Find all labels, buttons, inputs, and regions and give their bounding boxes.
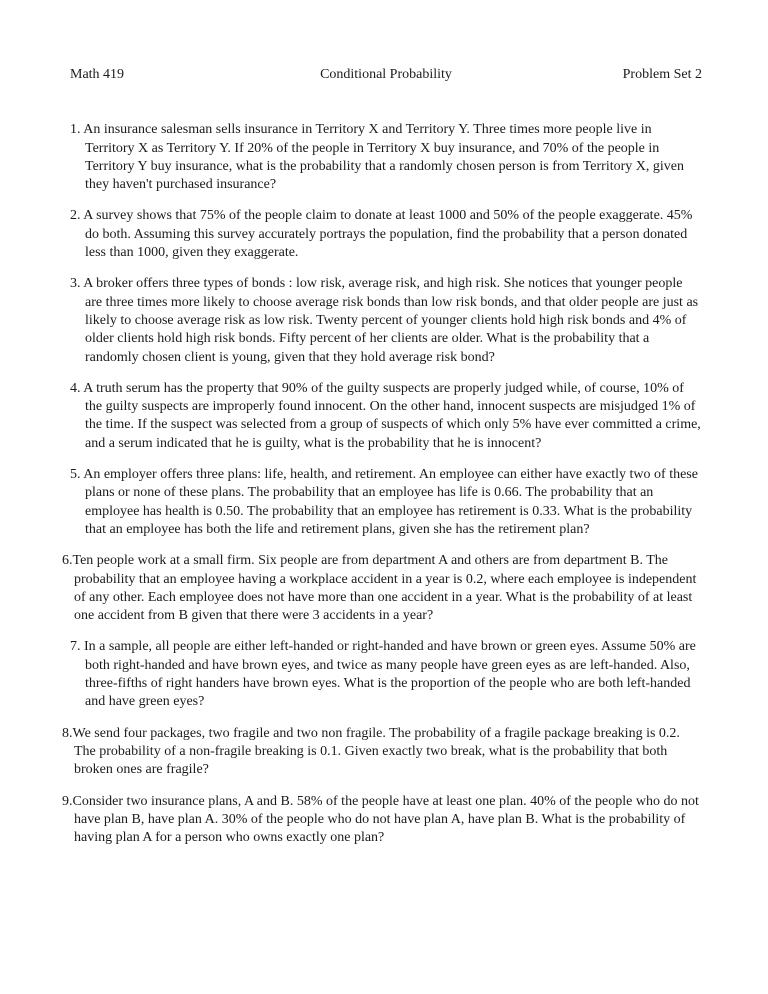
- problem-4: [70, 380, 702, 453]
- problem-text: Ten people work at a small firm. Six people are from department A and others are from department B. The probability that an employee having a workplace accident in a year is 0.2, where each employee is independent of any other. Each employee does not have more than one accident in a year. What is the probability of at least one accident from B given that there were 3 accidents in a year?: [72, 553, 697, 624]
- problem-8: [62, 725, 702, 780]
- problem-2: [70, 207, 702, 262]
- page-header: [70, 66, 702, 84]
- problem-set-label: Problem Set 2: [622, 67, 702, 82]
- problem-number: 4.: [70, 380, 84, 396]
- problem-3: [70, 275, 702, 366]
- problem-6: [62, 552, 702, 625]
- problem-text: A broker offers three types of bonds : low risk, average risk, and high risk. She notices that younger people are three times more likely to choose average risk bonds than low risk bonds, and that older people are just as likely to choose average risk as low risk. Twenty percent of younger clients hold high risk bonds and 4% of older clients hold high risk bonds. Fifty percent of her clients are older. What is the probability that a randomly chosen client is young, given that they hold average risk bond?: [83, 276, 699, 365]
- problem-number: 3.: [70, 276, 84, 292]
- problem-text: A survey shows that 75% of the people claim to donate at least 1000 and 50% of the people exaggerate. 45% do both. Assuming this survey accurately portrays the population, find the probability that a person donated less than 1000, given they exaggerate.: [83, 208, 693, 261]
- problem-number: 1.: [70, 122, 84, 138]
- problem-text: An insurance salesman sells insurance in Territory X and Territory Y. Three times more people live in Territory X as Territory Y. If 20% of the people in Territory X buy insurance, and 70% of the people in Territory Y buy insurance, what is the probability that a randomly chosen person is from Territory X, given they haven't purchased insurance?: [83, 122, 684, 193]
- problem-number: 6.: [62, 553, 73, 569]
- problem-text: We send four packages, two fragile and two non fragile. The probability of a fragile package breaking is 0.2. The probability of a non-fragile breaking is 0.1. Given exactly two break, what is the probability that both broken ones are fragile?: [72, 725, 680, 778]
- problem-text: An employer offers three plans: life, health, and retirement. An employee can either have exactly two of these plans or none of these plans. The probability that an employee has life is 0.66. The probability that an employee has health is 0.50. The probability that an employee has retirement is 0.33. What is the probability that an employee has both the life and retirement plans, given she has the retirement plan?: [83, 467, 698, 537]
- problem-text: A truth serum has the property that 90% of the guilty suspects are properly judged while, of course, 10% of the guilty suspects are improperly found innocent. On the other hand, innocent suspects are misjudged 1% of the time. If the suspect was selected from a group of suspects of which only 5% have ever committed a crime, and a serum indicated that he is guilty, what is the probability that he is innocent?: [83, 380, 701, 451]
- problems-list: [62, 121, 702, 847]
- page-title: Conditional Probability: [320, 67, 452, 82]
- problem-text: In a sample, all people are either left-handed or right-handed and have brown or green eyes. Assume 50% are both right-handed and have brown eyes, and twice as many people have green eyes as are left-handed. Also, three-fifths of right handers have brown eyes. What is the proportion of the people who are both left-handed and have green eyes?: [84, 639, 696, 710]
- problem-9: [62, 793, 702, 848]
- problem-1: [70, 121, 702, 194]
- problem-number: 5.: [70, 467, 84, 483]
- course-label: Math 419: [70, 67, 125, 82]
- problem-5: [70, 466, 702, 539]
- problem-text: Consider two insurance plans, A and B. 58% of the people have at least one plan. 40% of the people who do not have plan B, have plan A. 30% of the people who do not have plan A, have plan B. What is the probability of having plan A for a person who owns exactly one plan?: [72, 793, 699, 846]
- problem-number: 2.: [70, 208, 84, 224]
- problem-7: [70, 638, 702, 711]
- problem-number: 8.: [62, 725, 73, 741]
- problem-number: 7.: [70, 639, 84, 655]
- problem-number: 9.: [62, 793, 73, 809]
